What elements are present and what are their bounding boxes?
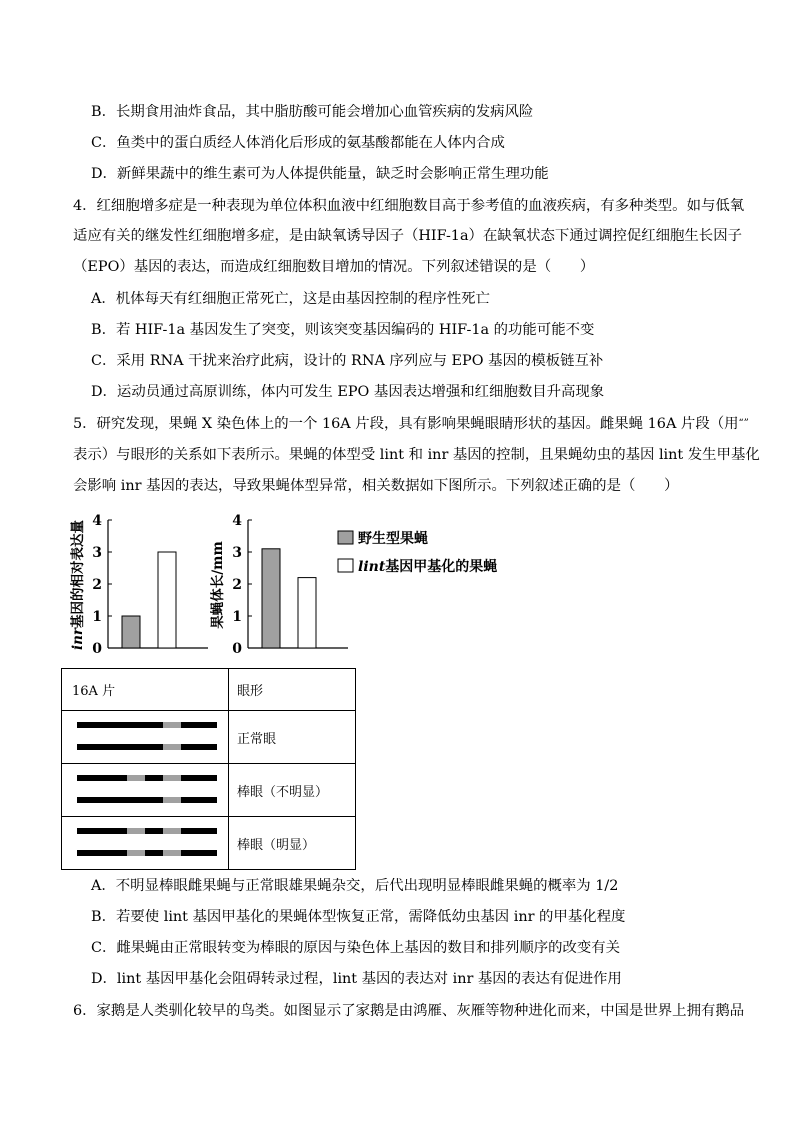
chromosome-bar bbox=[77, 744, 217, 750]
chromosome-bar bbox=[77, 722, 217, 728]
q4-stem-line3: （EPO）基因的表达，而造成红细胞数目增加的情况。下列叙述错误的是（ ） bbox=[73, 259, 595, 275]
chart-length-tick-label: 1 bbox=[232, 609, 242, 625]
table-row bbox=[62, 764, 356, 817]
q3-option-b: B．长期食用油炸食品，其中脂肪酸可能会增加心血管疾病的发病风险 bbox=[91, 104, 534, 120]
table-cell-eye: 棒眼（不明显） bbox=[229, 764, 356, 817]
chart-length-bar bbox=[298, 578, 316, 648]
table-row bbox=[62, 711, 356, 764]
q5-stem-line1 bbox=[73, 414, 749, 434]
table-cell-segment bbox=[62, 764, 229, 817]
chart-inr-bar bbox=[158, 552, 176, 648]
segment-eye-table bbox=[61, 668, 356, 870]
segment-16a bbox=[163, 850, 181, 856]
chromosome-bar bbox=[77, 828, 217, 834]
segment-16a bbox=[163, 722, 181, 728]
q4-option-a: A．机体每天有红细胞正常死亡，这是由基因控制的程序性死亡 bbox=[91, 291, 490, 307]
q5-option-d: D．lint 基因甲基化会阻碍转录过程，lint 基因的表达对 inr 基因的表达有促进作用 bbox=[91, 971, 622, 987]
chart-length-plot bbox=[232, 513, 348, 657]
legend-label-gene: lint bbox=[358, 559, 386, 575]
table-cell-eye: 棒眼（明显） bbox=[229, 817, 356, 870]
chart-length-ylabel: 果蝇体长/mm bbox=[210, 541, 226, 629]
segment-16a bbox=[163, 775, 181, 781]
chart-inr-tick-label: 4 bbox=[92, 513, 102, 529]
q5-option-a: A．不明显棒眼雌果蝇与正常眼雄果蝇杂交，后代出现明显棒眼雌果蝇的概率为 1/2 bbox=[91, 878, 619, 894]
chart-inr-expression bbox=[60, 510, 210, 660]
table-header-segment: 16A 片 bbox=[62, 669, 229, 711]
segment-16a bbox=[127, 850, 145, 856]
table-cell-segment bbox=[62, 817, 229, 870]
q4-option-d: D．运动员通过高原训练，体内可发生 EPO 基因表达增强和红细胞数目升高现象 bbox=[91, 384, 605, 400]
segment-16a bbox=[163, 744, 181, 750]
chromosome-diagram bbox=[62, 764, 228, 816]
q4-stem-line1: 4．红细胞增多症是一种表现为单位体积血液中红细胞数目高于参考值的血液疾病，有多种类型。如与低氧 bbox=[73, 198, 745, 214]
chart-length-bar bbox=[262, 549, 280, 648]
chart-legend bbox=[336, 528, 536, 588]
table-cell-segment bbox=[62, 711, 229, 764]
chart-inr-tick-label: 0 bbox=[92, 641, 102, 657]
chart-body-length bbox=[200, 510, 350, 660]
q5-option-c: C．雌果蝇由正常眼转变为棒眼的原因与染色体上基因的数目和排列顺序的改变有关 bbox=[91, 940, 621, 956]
legend-label-wild: 野生型果蝇 bbox=[358, 531, 428, 547]
chart-inr-tick-label: 1 bbox=[92, 609, 102, 625]
chart-length-tick-label: 2 bbox=[232, 577, 242, 593]
chart-length-tick-label: 3 bbox=[232, 545, 242, 561]
chart-inr-ylabel bbox=[69, 519, 86, 650]
chromosome-diagram bbox=[62, 817, 228, 869]
segment-16a bbox=[163, 797, 181, 803]
segment-16a bbox=[163, 828, 181, 834]
table-row bbox=[62, 817, 356, 870]
chart-inr-ylabel-gene: inr bbox=[70, 627, 86, 651]
chart-inr-tick-label: 2 bbox=[92, 577, 102, 593]
table-header-row bbox=[62, 669, 356, 711]
segment-16a bbox=[127, 828, 145, 834]
chromosome-bar bbox=[77, 775, 217, 781]
q5-option-b: B．若要使 lint 基因甲基化的果蝇体型恢复正常，需降低幼虫基因 inr 的甲基化程度 bbox=[91, 909, 626, 925]
chart-inr-ylabel-text: 基因的相对表达量 bbox=[70, 519, 86, 628]
chart-inr-bar bbox=[122, 616, 140, 648]
q3-option-c: C．鱼类中的蛋白质经人体消化后形成的氨基酸都能在人体内合成 bbox=[91, 135, 505, 151]
table-cell-eye: 正常眼 bbox=[229, 711, 356, 764]
q4-option-c: C．采用 RNA 干扰来治疗此病，设计的 RNA 序列应与 EPO 基因的模板链互补 bbox=[91, 353, 604, 369]
chromosome-diagram bbox=[62, 711, 228, 763]
segment-16a bbox=[127, 775, 145, 781]
q5-stem-line3: 会影响 inr 基因的表达，导致果蝇体型异常，相关数据如下图所示。下列叙述正确的是（ ） bbox=[73, 478, 679, 494]
table-header-eye: 眼形 bbox=[229, 669, 356, 711]
legend-swatch-wild bbox=[338, 531, 353, 544]
legend-swatch-methylated bbox=[338, 559, 353, 572]
legend-label-methylated bbox=[358, 558, 497, 575]
chromosome-bar bbox=[77, 850, 217, 856]
q5-stem-line1-text: 5．研究发现，果蝇 X 染色体上的一个 16A 片段，具有影响果蝇眼睛形状的基因。雌果蝇 16A 片段（用 bbox=[73, 416, 739, 432]
legend-label-rest: 基因甲基化的果蝇 bbox=[385, 559, 498, 575]
chart-length-tick-label: 0 bbox=[232, 641, 242, 657]
q4-option-b: B．若 HIF-1a 基因发生了突变，则该突变基因编码的 HIF-1a 的功能可能不变 bbox=[91, 322, 595, 338]
chart-inr-plot bbox=[92, 513, 208, 657]
q5-stem-line2: 表示）与眼形的关系如下表所示。果蝇的体型受 lint 和 inr 基因的控制，且果蝇幼虫的基因 lint 发生甲基化 bbox=[73, 447, 760, 463]
chart-inr-tick-label: 3 bbox=[92, 545, 102, 561]
chromosome-bar bbox=[77, 797, 217, 803]
chart-length-tick-label: 4 bbox=[232, 513, 242, 529]
q3-option-d: D．新鲜果蔬中的维生素可为人体提供能量，缺乏时会影响正常生理功能 bbox=[91, 166, 549, 182]
q4-stem-line2: 适应有关的继发性红细胞增多症，是由缺氧诱导因子（HIF-1a）在缺氧状态下通过调控促红细胞生长因子 bbox=[73, 228, 742, 244]
q6-stem-line1: 6．家鹅是人类驯化较早的鸟类。如图显示了家鹅是由鸿雁、灰雁等物种进化而来，中国是世界上拥有鹅品 bbox=[73, 1003, 745, 1019]
q5-stem-quote: “” bbox=[738, 418, 749, 429]
